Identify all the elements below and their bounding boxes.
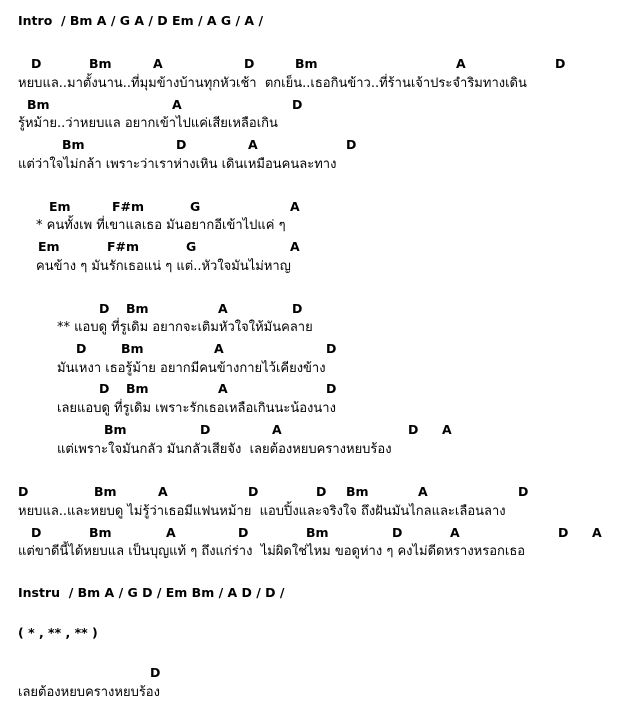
chorus-chord-line-3 <box>0 380 620 398</box>
chord: A <box>290 239 300 254</box>
verse1-chord-line-3 <box>0 136 620 154</box>
pre-chorus-chord-line-1 <box>0 198 620 216</box>
chord: D <box>292 301 303 316</box>
chord: D <box>238 525 249 540</box>
chorus-lyric-line-2: มันเหงา เธอรู้ม้าย อยากมีคนข้างกายไว้เคียงข้าง <box>57 361 326 376</box>
chord: G <box>190 199 201 214</box>
chord: A <box>172 97 182 112</box>
chord: D <box>408 422 419 437</box>
chorus-chord-line-4 <box>0 421 620 439</box>
chord: Bm <box>126 381 149 396</box>
outro-chord-line <box>0 664 620 682</box>
verse2-chord-line-2 <box>0 524 620 542</box>
chord: A <box>442 422 452 437</box>
chord: D <box>316 484 327 499</box>
chord: D <box>326 341 337 356</box>
verse1-chord-line-2 <box>0 96 620 114</box>
chord: Bm <box>94 484 117 499</box>
chord: Em <box>49 199 71 214</box>
chord: D <box>292 97 303 112</box>
chord: D <box>518 484 529 499</box>
chorus-lyric-line-4: แต่เพราะใจมันกลัว มันกลัวเสียจัง เลยต้องหยบครางหยบร้อง <box>57 442 392 457</box>
intro-line: Intro / Bm A / G A / D Em / A G / A / <box>18 13 264 28</box>
chord: F#m <box>112 199 145 214</box>
verse2-lyric-line-1: หยบแล..และหยบดู ไม่รู้ว่าเธอมีแฟนหม้าย แอบปิ้งและจริงใจ ถึงฝันมันไกลและเลือนลาง <box>18 504 506 519</box>
chord: D <box>31 56 42 71</box>
chord: A <box>272 422 282 437</box>
chord: Bm <box>27 97 50 112</box>
chord: Bm <box>104 422 127 437</box>
chord: A <box>248 137 258 152</box>
chord: D <box>244 56 255 71</box>
chord: Bm <box>89 56 112 71</box>
chord: A <box>290 199 300 214</box>
instrumental-line: Instru / Bm A / G D / Em Bm / A D / D / <box>18 585 285 600</box>
chord: D <box>200 422 211 437</box>
chord: A <box>158 484 168 499</box>
chorus-lyric-line-3: เลยแอบดู ที่รูเดิม เพราะรักเธอเหลือเกินนะน้องนาง <box>57 401 336 416</box>
chord: D <box>346 137 357 152</box>
verse1-lyric-line-3: แต่ว่าใจไม่กล้า เพราะว่าเราห่างเหิน เดินเหมือนคนละทาง <box>18 157 337 172</box>
chord: A <box>214 341 224 356</box>
pre-chorus-lyric-line-1: * คนทั้งเพ ที่เขาแลเธอ มันอยากอีเข้าไปแค่ ๆ <box>36 218 286 233</box>
chord: A <box>218 381 228 396</box>
chorus-chord-line-2 <box>0 340 620 358</box>
chord: A <box>153 56 163 71</box>
chorus-lyric-line-1: ** แอบดู ที่รูเดิม อยากจะเติมหัวใจให้มันคลาย <box>57 320 313 335</box>
repeat-instruction: ( * , ** , ** ) <box>18 625 98 640</box>
chord: Bm <box>89 525 112 540</box>
chord: D <box>392 525 403 540</box>
chord: Em <box>38 239 60 254</box>
chord: A <box>456 56 466 71</box>
chord: D <box>99 301 110 316</box>
chord: Bm <box>121 341 144 356</box>
chord: A <box>592 525 602 540</box>
chord: D <box>18 484 29 499</box>
chord: D <box>555 56 566 71</box>
chord: D <box>248 484 259 499</box>
chord: D <box>99 381 110 396</box>
verse2-lyric-line-2: แต่ขาดีนี้ได้หยบแล เป็นบุญแท้ ๆ ถึงแก่ร่าง ไม่ผิดใช่ไหม ขอดูห่าง ๆ คงไม่ดีดหรางหรอกเธอ <box>18 544 526 559</box>
verse1-chord-line-1 <box>0 55 620 73</box>
verse2-chord-line-1 <box>0 483 620 501</box>
chord: Bm <box>295 56 318 71</box>
verse1-lyric-line-1: หยบแล..มาตั้งนาน..ที่มุมข้างบ้านทุกหัวเช้า ตกเย็น..เธอกินข้าว..ที่ร้านเจ้าประจำริมทางเดิน <box>18 76 527 91</box>
chorus-chord-line-1 <box>0 300 620 318</box>
chord: Bm <box>62 137 85 152</box>
pre-chorus-lyric-line-2: คนข้าง ๆ มันรักเธอแน่ ๆ แต่..หัวใจมันไม่หาญ <box>36 259 291 274</box>
chord: D <box>76 341 87 356</box>
chord: G <box>186 239 197 254</box>
chord: D <box>150 665 161 680</box>
chord: D <box>326 381 337 396</box>
chord: F#m <box>107 239 140 254</box>
outro-lyric-line: เลยต้องหยบครางหยบร้อง <box>18 685 160 700</box>
chord: D <box>31 525 42 540</box>
chord: A <box>166 525 176 540</box>
chord: Bm <box>306 525 329 540</box>
chord: A <box>418 484 428 499</box>
pre-chorus-chord-line-2 <box>0 238 620 256</box>
chord: D <box>558 525 569 540</box>
chord: Bm <box>126 301 149 316</box>
verse1-lyric-line-2: รู้หม้าย..ว่าหยบแล อยากเข้าไปแค่เสียเหลือเกิน <box>18 116 278 131</box>
chord: Bm <box>346 484 369 499</box>
chord: D <box>176 137 187 152</box>
chord: A <box>450 525 460 540</box>
chord: A <box>218 301 228 316</box>
